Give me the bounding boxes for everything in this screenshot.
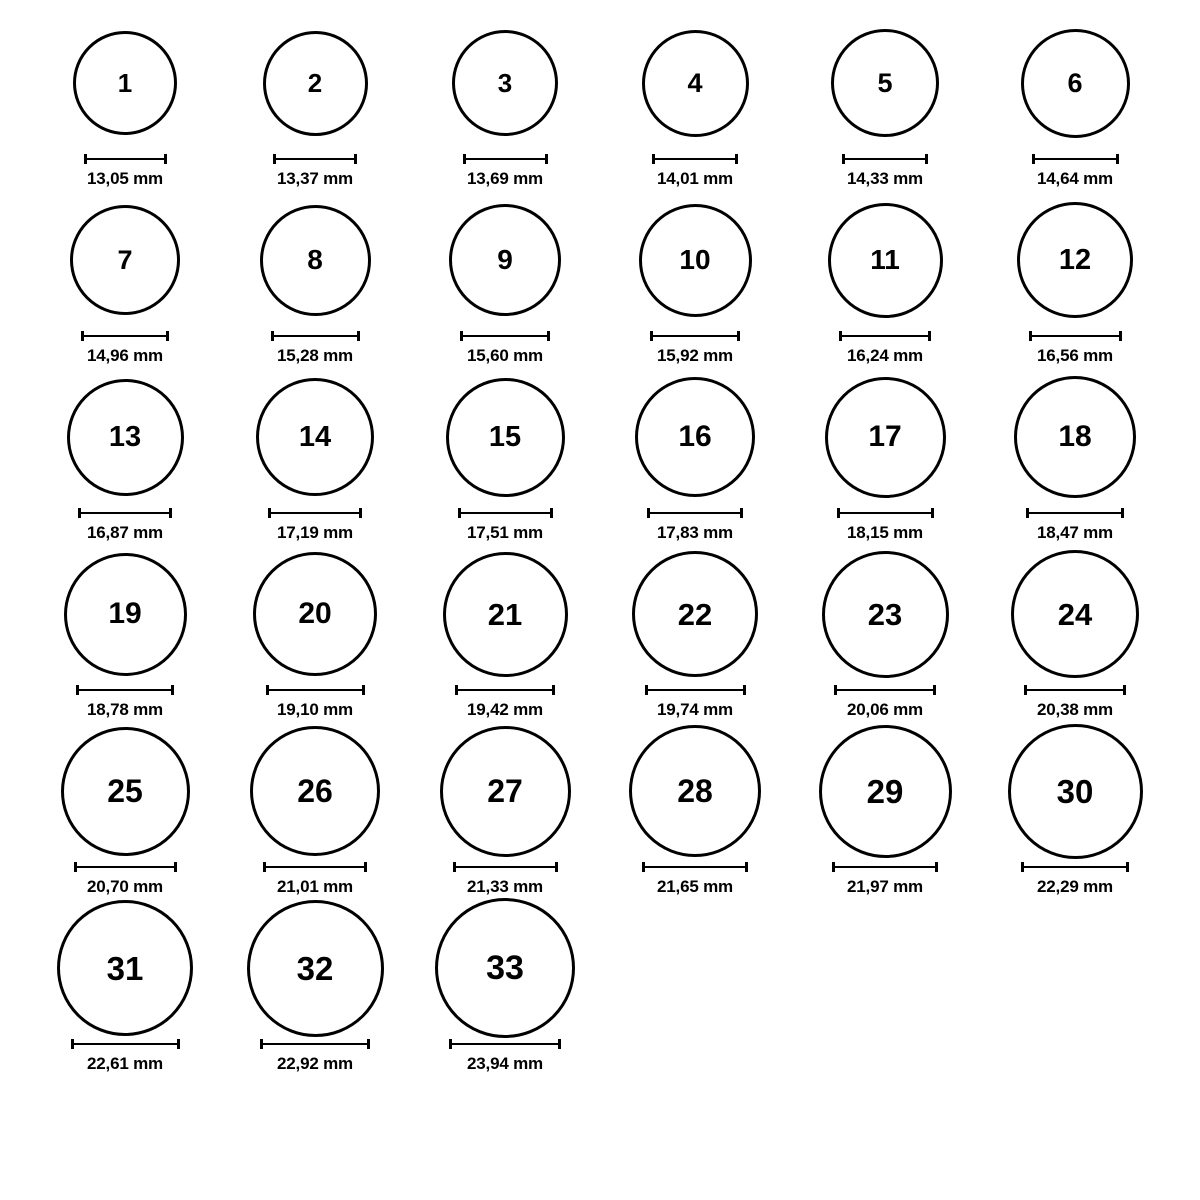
ring-size-cell (790, 372, 980, 549)
diameter-measure-bar (71, 1038, 180, 1050)
diameter-measure-bar (645, 684, 746, 696)
ring-size-number: 30 (1056, 772, 1094, 810)
ring-size-cell (410, 18, 600, 195)
measure-bracket-icon (74, 862, 177, 872)
ring-circle-wrap (831, 18, 939, 148)
ring-circle-wrap (247, 903, 384, 1033)
diameter-measure-bar (455, 684, 555, 696)
diameter-label: 19,74 mm (657, 700, 733, 719)
ring-size-number: 32 (296, 949, 334, 987)
diameter-measure-bar (652, 153, 738, 165)
diameter-measure-bar (832, 861, 938, 873)
ring-circle-icon (64, 553, 187, 676)
diameter-label: 14,64 mm (1037, 169, 1113, 188)
ring-size-cell (790, 726, 980, 903)
ring-circle-wrap (61, 726, 190, 856)
ring-circle-icon (825, 377, 946, 498)
diameter-label: 16,87 mm (87, 523, 163, 542)
ring-size-number: 24 (1057, 596, 1093, 632)
ring-size-number: 4 (687, 67, 703, 98)
ring-size-number: 7 (117, 244, 133, 275)
ring-circle-wrap (67, 372, 184, 502)
ring-size-number: 18 (1058, 420, 1092, 453)
ring-size-number: 19 (108, 597, 142, 630)
measure-bracket-icon (463, 154, 548, 164)
ring-size-cell (30, 372, 220, 549)
ring-circle-icon (57, 900, 193, 1036)
ring-circle-icon (67, 379, 184, 496)
ring-size-number: 6 (1067, 67, 1083, 98)
diameter-measure-bar (650, 330, 740, 342)
ring-circle-icon (260, 205, 371, 316)
diameter-measure-bar (263, 861, 367, 873)
ring-size-number: 16 (678, 420, 712, 453)
measure-bracket-icon (266, 685, 365, 695)
ring-size-cell (410, 372, 600, 549)
diameter-label: 22,61 mm (87, 1054, 163, 1073)
diameter-label: 23,94 mm (467, 1054, 543, 1073)
diameter-label: 18,15 mm (847, 523, 923, 542)
measure-bracket-icon (455, 685, 555, 695)
diameter-measure-bar (74, 861, 177, 873)
ring-circle-wrap (639, 195, 752, 325)
ring-size-number: 9 (497, 244, 513, 275)
measure-bracket-icon (460, 331, 550, 341)
diameter-measure-bar (76, 684, 174, 696)
ring-circle-wrap (629, 726, 761, 856)
diameter-measure-bar (453, 861, 558, 873)
ring-circle-icon (61, 727, 190, 856)
ring-size-number: 21 (487, 596, 523, 632)
measure-bracket-icon (832, 862, 938, 872)
ring-circle-wrap (443, 549, 568, 679)
ring-circle-wrap (828, 195, 943, 325)
diameter-label: 15,60 mm (467, 346, 543, 365)
diameter-label: 15,28 mm (277, 346, 353, 365)
ring-circle-icon (256, 378, 374, 496)
ring-circle-icon (831, 29, 939, 137)
ring-circle-wrap (1008, 726, 1143, 856)
diameter-measure-bar (449, 1038, 561, 1050)
ring-circle-icon (247, 900, 384, 1037)
diameter-label: 21,01 mm (277, 877, 353, 896)
measure-bracket-icon (273, 154, 357, 164)
ring-size-cell (790, 195, 980, 372)
measure-bracket-icon (76, 685, 174, 695)
diameter-measure-bar (463, 153, 548, 165)
diameter-label: 17,51 mm (467, 523, 543, 542)
ring-size-cell (30, 195, 220, 372)
ring-size-cell (220, 726, 410, 903)
ring-circle-wrap (256, 372, 374, 502)
ring-size-number: 11 (870, 244, 900, 275)
ring-size-number: 10 (679, 244, 711, 275)
ring-circle-icon (452, 30, 558, 136)
diameter-label: 14,33 mm (847, 169, 923, 188)
ring-size-cell (600, 726, 790, 903)
measure-bracket-icon (1026, 508, 1124, 518)
diameter-measure-bar (268, 507, 362, 519)
ring-size-number: 20 (298, 597, 332, 630)
ring-circle-icon (639, 204, 752, 317)
ring-size-cell (30, 549, 220, 726)
diameter-label: 15,92 mm (657, 346, 733, 365)
diameter-measure-bar (642, 861, 748, 873)
ring-size-cell (790, 18, 980, 195)
diameter-label: 13,37 mm (277, 169, 353, 188)
ring-size-cell (600, 18, 790, 195)
diameter-label: 16,24 mm (847, 346, 923, 365)
diameter-measure-bar (460, 330, 550, 342)
ring-size-cell (980, 372, 1170, 549)
ring-size-cell (410, 549, 600, 726)
ring-circle-wrap (1017, 195, 1133, 325)
ring-circle-wrap (452, 18, 558, 148)
diameter-measure-bar (78, 507, 172, 519)
ring-size-cell (980, 726, 1170, 903)
ring-size-cell (30, 18, 220, 195)
measure-bracket-icon (837, 508, 934, 518)
ring-circle-icon (250, 726, 380, 856)
ring-size-cell (410, 903, 600, 1080)
ring-circle-icon (449, 204, 561, 316)
ring-circle-icon (446, 378, 565, 497)
measure-bracket-icon (268, 508, 362, 518)
measure-bracket-icon (650, 331, 740, 341)
ring-circle-wrap (440, 726, 571, 856)
ring-circle-icon (642, 30, 749, 137)
diameter-measure-bar (1029, 330, 1122, 342)
diameter-measure-bar (837, 507, 934, 519)
diameter-label: 20,70 mm (87, 877, 163, 896)
diameter-measure-bar (84, 153, 167, 165)
diameter-label: 22,92 mm (277, 1054, 353, 1073)
ring-size-number: 14 (298, 420, 332, 453)
diameter-measure-bar (1024, 684, 1126, 696)
ring-size-grid (0, 18, 1200, 1080)
ring-size-cell (220, 549, 410, 726)
diameter-measure-bar (1032, 153, 1119, 165)
diameter-label: 21,97 mm (847, 877, 923, 896)
measure-bracket-icon (652, 154, 738, 164)
ring-size-cell (980, 18, 1170, 195)
diameter-measure-bar (839, 330, 931, 342)
measure-bracket-icon (84, 154, 167, 164)
measure-bracket-icon (1029, 331, 1122, 341)
diameter-measure-bar (273, 153, 357, 165)
ring-size-cell (600, 195, 790, 372)
ring-circle-icon (1014, 376, 1136, 498)
measure-bracket-icon (834, 685, 936, 695)
diameter-measure-bar (647, 507, 743, 519)
ring-circle-icon (73, 31, 177, 135)
ring-size-cell (30, 903, 220, 1080)
ring-circle-wrap (250, 726, 380, 856)
ring-size-cell (410, 726, 600, 903)
ring-circle-wrap (825, 372, 946, 502)
measure-bracket-icon (271, 331, 360, 341)
diameter-label: 13,05 mm (87, 169, 163, 188)
ring-size-cell (600, 372, 790, 549)
measure-bracket-icon (1021, 862, 1129, 872)
ring-circle-wrap (822, 549, 949, 679)
ring-circle-wrap (642, 18, 749, 148)
ring-circle-wrap (253, 549, 377, 679)
measure-bracket-icon (842, 154, 928, 164)
ring-circle-icon (635, 377, 755, 497)
ring-size-number: 23 (867, 596, 903, 632)
measure-bracket-icon (71, 1039, 180, 1049)
ring-size-cell (980, 549, 1170, 726)
ring-circle-wrap (70, 195, 180, 325)
diameter-label: 20,06 mm (847, 700, 923, 719)
diameter-label: 14,01 mm (657, 169, 733, 188)
ring-size-number: 28 (677, 773, 713, 809)
ring-size-number: 12 (1058, 243, 1092, 276)
measure-bracket-icon (458, 508, 553, 518)
ring-circle-wrap (449, 195, 561, 325)
measure-bracket-icon (647, 508, 743, 518)
ring-circle-wrap (73, 18, 177, 148)
ring-circle-icon (253, 552, 377, 676)
diameter-label: 16,56 mm (1037, 346, 1113, 365)
ring-circle-icon (443, 552, 568, 677)
diameter-measure-bar (260, 1038, 370, 1050)
ring-size-cell (600, 549, 790, 726)
ring-circle-wrap (57, 903, 193, 1033)
ring-circle-icon (1008, 724, 1143, 859)
ring-circle-wrap (446, 372, 565, 502)
ring-size-number: 17 (868, 420, 902, 453)
ring-circle-icon (70, 205, 180, 315)
ring-circle-wrap (1021, 18, 1130, 148)
ring-size-number: 2 (307, 68, 323, 98)
ring-size-number: 29 (866, 772, 904, 810)
ring-size-cell (790, 549, 980, 726)
ring-size-number: 1 (117, 68, 133, 98)
ring-size-cell (220, 18, 410, 195)
ring-circle-icon (1021, 29, 1130, 138)
ring-circle-wrap (435, 903, 575, 1033)
ring-size-cell (220, 372, 410, 549)
ring-circle-icon (629, 725, 761, 857)
ring-size-cell (980, 195, 1170, 372)
ring-size-number: 15 (488, 420, 522, 453)
diameter-measure-bar (1026, 507, 1124, 519)
diameter-label: 21,65 mm (657, 877, 733, 896)
ring-size-cell (30, 726, 220, 903)
measure-bracket-icon (78, 508, 172, 518)
diameter-label: 17,19 mm (277, 523, 353, 542)
diameter-measure-bar (842, 153, 928, 165)
ring-size-number: 22 (677, 596, 713, 632)
ring-size-number: 3 (497, 68, 513, 98)
measure-bracket-icon (453, 862, 558, 872)
ring-size-cell (220, 195, 410, 372)
measure-bracket-icon (260, 1039, 370, 1049)
ring-size-number: 13 (108, 420, 142, 453)
diameter-label: 13,69 mm (467, 169, 543, 188)
diameter-label: 19,42 mm (467, 700, 543, 719)
ring-size-number: 8 (307, 244, 323, 275)
diameter-label: 22,29 mm (1037, 877, 1113, 896)
ring-circle-icon (263, 31, 368, 136)
diameter-measure-bar (834, 684, 936, 696)
ring-size-cell (410, 195, 600, 372)
measure-bracket-icon (1024, 685, 1126, 695)
ring-size-number: 31 (106, 949, 144, 987)
ring-size-number: 26 (297, 773, 333, 809)
ring-circle-wrap (64, 549, 187, 679)
measure-bracket-icon (1032, 154, 1119, 164)
diameter-measure-bar (266, 684, 365, 696)
ring-circle-wrap (1011, 549, 1139, 679)
measure-bracket-icon (449, 1039, 561, 1049)
ring-circle-wrap (635, 372, 755, 502)
diameter-label: 21,33 mm (467, 877, 543, 896)
ring-circle-icon (1011, 550, 1139, 678)
ring-circle-wrap (1014, 372, 1136, 502)
measure-bracket-icon (642, 862, 748, 872)
diameter-label: 18,78 mm (87, 700, 163, 719)
ring-circle-wrap (260, 195, 371, 325)
diameter-label: 20,38 mm (1037, 700, 1113, 719)
diameter-label: 18,47 mm (1037, 523, 1113, 542)
ring-circle-icon (440, 726, 571, 857)
ring-circle-icon (632, 551, 758, 677)
diameter-measure-bar (271, 330, 360, 342)
ring-size-number: 25 (107, 773, 143, 809)
ring-circle-wrap (263, 18, 368, 148)
ring-size-number: 33 (486, 949, 524, 987)
measure-bracket-icon (645, 685, 746, 695)
ring-circle-wrap (632, 549, 758, 679)
diameter-measure-bar (458, 507, 553, 519)
ring-size-number: 5 (877, 67, 893, 98)
diameter-label: 19,10 mm (277, 700, 353, 719)
measure-bracket-icon (839, 331, 931, 341)
diameter-label: 14,96 mm (87, 346, 163, 365)
diameter-label: 17,83 mm (657, 523, 733, 542)
ring-circle-icon (828, 203, 943, 318)
ring-circle-icon (1017, 202, 1133, 318)
diameter-measure-bar (1021, 861, 1129, 873)
diameter-measure-bar (81, 330, 169, 342)
ring-circle-icon (822, 551, 949, 678)
ring-circle-icon (435, 898, 575, 1038)
ring-circle-icon (819, 725, 952, 858)
ring-size-cell (220, 903, 410, 1080)
measure-bracket-icon (81, 331, 169, 341)
ring-size-number: 27 (487, 773, 523, 809)
measure-bracket-icon (263, 862, 367, 872)
ring-circle-wrap (819, 726, 952, 856)
